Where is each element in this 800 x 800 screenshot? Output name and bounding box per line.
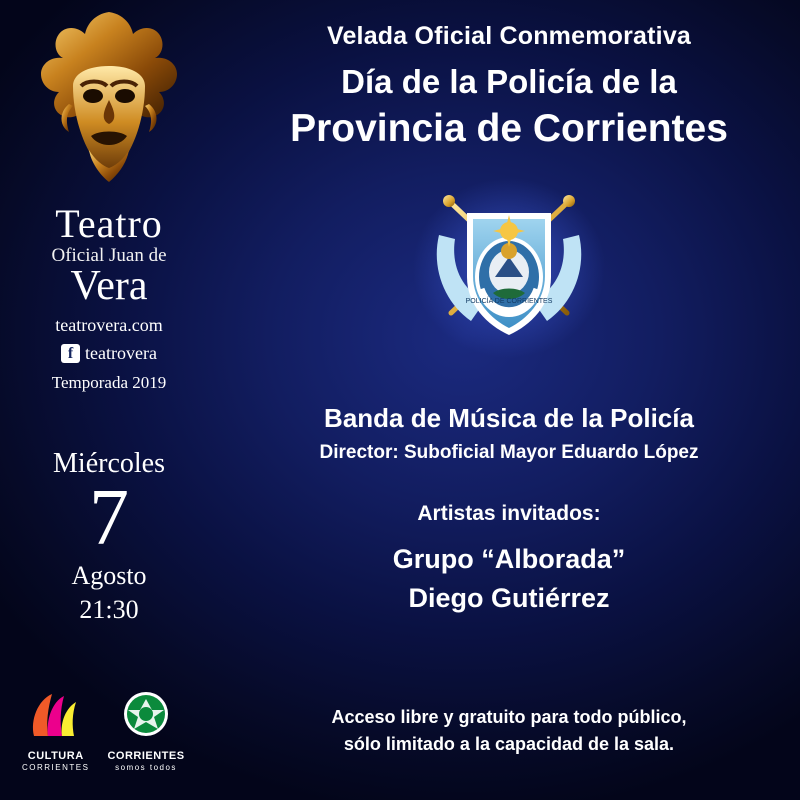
theatre-mask-icon bbox=[29, 8, 189, 198]
header-small: Velada Oficial Conmemorativa bbox=[326, 22, 692, 50]
logo-cultura-caption: CULTURA bbox=[27, 750, 84, 763]
website-text[interactable]: teatrovera.com bbox=[55, 315, 163, 335]
corrientes-gobierno-logo bbox=[119, 690, 173, 742]
access-notice-line2: sólo limitado a la capacidad de la sala. bbox=[343, 734, 675, 754]
guests-label: Artistas invitados: bbox=[417, 502, 601, 525]
facebook-icon: f bbox=[61, 344, 80, 363]
date-weekday: Miércoles bbox=[53, 448, 165, 479]
guest-2: Diego Gutiérrez bbox=[408, 583, 610, 613]
logo-corrientes-gobierno bbox=[107, 690, 184, 772]
left-column bbox=[0, 0, 218, 800]
season-text: Temporada 2019 bbox=[51, 373, 167, 392]
sponsor-logos bbox=[22, 690, 185, 772]
theatre-name-line1: Teatro bbox=[55, 201, 163, 246]
right-column bbox=[218, 0, 800, 800]
band-name: Banda de Música de la Policía bbox=[324, 403, 694, 433]
date-day: 7 bbox=[89, 474, 129, 563]
svg-text:POLICÍA DE CORRIENTES: POLICÍA DE CORRIENTES bbox=[465, 298, 553, 305]
access-notice bbox=[218, 704, 800, 758]
access-notice-line1: Acceso libre y gratuito para todo público, bbox=[331, 707, 687, 727]
logo-corrientes-subcaption: somos todos bbox=[115, 762, 177, 772]
header-line1: Día de la Policía de la bbox=[341, 63, 677, 100]
cultura-corrientes-logo bbox=[26, 690, 86, 742]
police-coat-of-arms-icon bbox=[409, 173, 609, 363]
date-time: 21:30 bbox=[79, 594, 139, 624]
logo-corrientes-caption: CORRIENTES bbox=[107, 750, 185, 763]
theatre-name-block bbox=[0, 201, 218, 309]
date-month: Agosto bbox=[71, 561, 147, 591]
date-block bbox=[0, 449, 218, 623]
director-name: Director: Suboficial Mayor Eduardo López bbox=[319, 442, 699, 463]
logo-cultura-subcaption: CORRIENTES bbox=[22, 762, 90, 772]
theatre-name-line2: Oficial Juan de bbox=[51, 245, 167, 266]
facebook-handle: teatrovera bbox=[85, 343, 157, 363]
theatre-name-line3: Vera bbox=[70, 263, 148, 309]
facebook-row[interactable] bbox=[0, 343, 218, 364]
logo-cultura-corrientes bbox=[22, 690, 89, 772]
guest-1: Grupo “Alborada” bbox=[392, 544, 626, 574]
header-line2: Provincia de Corrientes bbox=[290, 107, 728, 150]
